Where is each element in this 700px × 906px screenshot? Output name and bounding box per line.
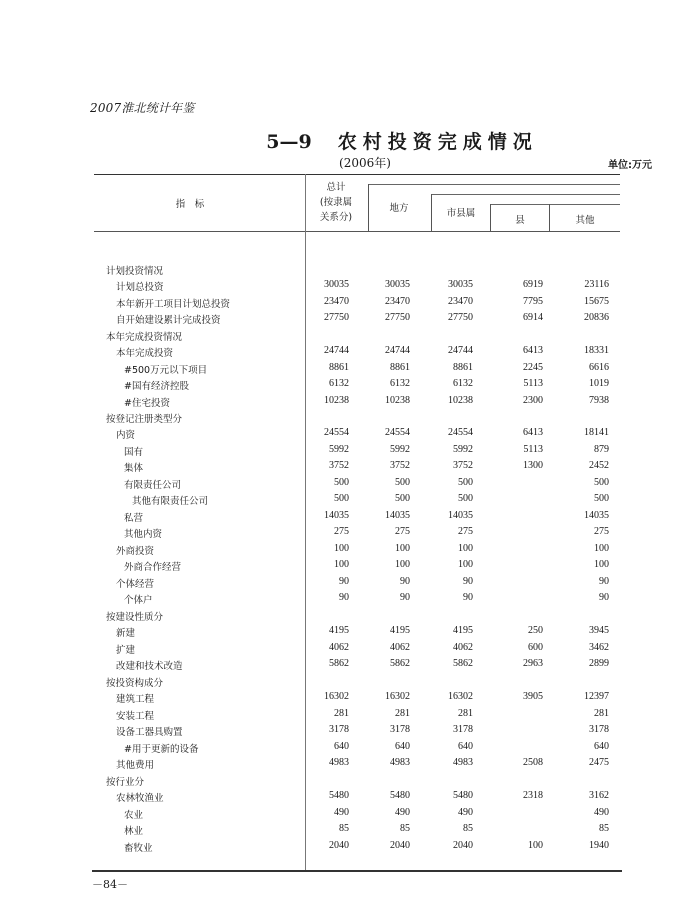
cell-county: 2300: [523, 395, 543, 406]
cell-local: 30035: [385, 279, 410, 290]
table-row: [0, 559, 700, 575]
table-row: [0, 757, 700, 773]
header-line-local: [368, 184, 620, 185]
table-row: [0, 460, 700, 476]
cell-city-county: 4195: [453, 625, 473, 636]
header-other: 其他: [575, 215, 595, 226]
table-row: [0, 312, 700, 328]
row-label: 林业: [124, 826, 144, 837]
cell-other: 275: [594, 526, 609, 537]
row-label: 个体户: [124, 595, 153, 606]
cell-total: 5992: [329, 444, 349, 455]
cell-other: 3162: [589, 790, 609, 801]
cell-local: 500: [395, 477, 410, 488]
cell-city-county: 500: [458, 493, 473, 504]
cell-other: 12397: [584, 691, 609, 702]
cell-city-county: 16302: [448, 691, 473, 702]
cell-other: 500: [594, 493, 609, 504]
row-label: 农林牧渔业: [116, 793, 164, 804]
cell-total: 275: [334, 526, 349, 537]
cell-county: 2508: [523, 757, 543, 768]
cell-total: 85: [339, 823, 349, 834]
table-row: [0, 395, 700, 411]
row-label: 按登记注册类型分: [106, 414, 183, 425]
cell-local: 5862: [390, 658, 410, 669]
cell-local: 27750: [385, 312, 410, 323]
cell-total: 2040: [329, 840, 349, 851]
table-title-text: 农村投资完成情况: [337, 131, 538, 153]
row-label: 按行业分: [106, 777, 145, 788]
header-total-line1: 总计: [326, 182, 346, 193]
cell-local: 16302: [385, 691, 410, 702]
cell-total: 16302: [324, 691, 349, 702]
cell-total: 90: [339, 576, 349, 587]
cell-city-county: 490: [458, 807, 473, 818]
cell-other: 2452: [589, 460, 609, 471]
table-row: [0, 345, 700, 361]
cell-other: 20836: [584, 312, 609, 323]
unit-label: 单位:万元: [608, 160, 652, 171]
row-label: 计划总投资: [116, 282, 164, 293]
cell-local: 85: [400, 823, 410, 834]
section-header-row: [0, 411, 700, 427]
cell-other: 281: [594, 708, 609, 719]
table-row: [0, 807, 700, 823]
bottom-rule: [92, 870, 622, 872]
table-row: [0, 840, 700, 856]
table-row: [0, 741, 700, 757]
cell-local: 8861: [390, 362, 410, 373]
cell-county: 2318: [523, 790, 543, 801]
cell-local: 23470: [385, 296, 410, 307]
cell-other: 100: [594, 543, 609, 554]
cell-city-county: 5992: [453, 444, 473, 455]
cell-city-county: 4062: [453, 642, 473, 653]
cell-total: 27750: [324, 312, 349, 323]
cell-other: 90: [599, 592, 609, 603]
row-label: 设备工器具购置: [116, 727, 183, 738]
table-row: [0, 510, 700, 526]
cell-other: 23116: [584, 279, 609, 290]
cell-city-county: 2040: [453, 840, 473, 851]
cell-county: 1300: [523, 460, 543, 471]
cell-local: 24744: [385, 345, 410, 356]
row-label: 个体经营: [116, 579, 155, 590]
cell-city-county: 5862: [453, 658, 473, 669]
cell-county: 5113: [523, 378, 543, 389]
row-label: 其他内资: [124, 529, 163, 540]
header-total-line2: (按隶属: [319, 197, 353, 208]
header-line-county: [490, 204, 620, 205]
cell-total: 500: [334, 493, 349, 504]
cell-local: 500: [395, 493, 410, 504]
row-label: 国有: [124, 447, 144, 458]
header-indicator: 指 标: [175, 199, 205, 210]
table-number: 5—9: [266, 131, 312, 153]
section-header-row: [0, 774, 700, 790]
row-label: 新建: [116, 628, 136, 639]
cell-county: 250: [528, 625, 543, 636]
row-label: 改建和技术改造: [116, 661, 183, 672]
cell-other: 1019: [589, 378, 609, 389]
section-header-row: [0, 609, 700, 625]
cell-other: 18141: [584, 427, 609, 438]
table-title: [0, 127, 700, 154]
row-label: 本年完成投资: [116, 348, 174, 359]
cell-local: 281: [395, 708, 410, 719]
cell-other: 2899: [589, 658, 609, 669]
cell-city-county: 14035: [448, 510, 473, 521]
cell-city-county: 27750: [448, 312, 473, 323]
table-row: [0, 691, 700, 707]
cell-total: 5480: [329, 790, 349, 801]
table-row: [0, 493, 700, 509]
cell-city-county: 90: [463, 576, 473, 587]
row-label: 自开始建设累计完成投资: [116, 315, 221, 326]
cell-city-county: 23470: [448, 296, 473, 307]
header-line-city: [431, 194, 620, 195]
cell-local: 4983: [390, 757, 410, 768]
page-number: －84－: [92, 878, 128, 891]
cell-total: 640: [334, 741, 349, 752]
table-subtitle: (2006年): [339, 156, 391, 170]
cell-other: 3462: [589, 642, 609, 653]
header-total: [306, 180, 366, 225]
cell-other: 15675: [584, 296, 609, 307]
cell-total: 30035: [324, 279, 349, 290]
table-row: [0, 592, 700, 608]
cell-local: 3752: [390, 460, 410, 471]
cell-local: 6132: [390, 378, 410, 389]
cell-county: 2245: [523, 362, 543, 373]
cell-city-county: 281: [458, 708, 473, 719]
row-label: 安装工程: [116, 711, 155, 722]
row-label: 其他有限责任公司: [132, 496, 209, 507]
section-header-row: [0, 329, 700, 345]
cell-local: 4195: [390, 625, 410, 636]
cell-total: 10238: [324, 395, 349, 406]
table-row: [0, 378, 700, 394]
table-row: [0, 296, 700, 312]
cell-total: 23470: [324, 296, 349, 307]
cell-other: 7938: [589, 395, 609, 406]
cell-total: 4062: [329, 642, 349, 653]
cell-total: 90: [339, 592, 349, 603]
cell-other: 18331: [584, 345, 609, 356]
table-row: [0, 526, 700, 542]
cell-city-county: 100: [458, 543, 473, 554]
cell-city-county: 4983: [453, 757, 473, 768]
cell-other: 879: [594, 444, 609, 455]
cell-county: 6413: [523, 427, 543, 438]
cell-local: 5992: [390, 444, 410, 455]
cell-other: 14035: [584, 510, 609, 521]
cell-total: 3178: [329, 724, 349, 735]
cell-city-county: 640: [458, 741, 473, 752]
header-bottom-rule: [94, 231, 620, 232]
header-local: 地方: [389, 203, 409, 214]
row-label: 私营: [124, 513, 144, 524]
cell-local: 100: [395, 543, 410, 554]
cell-city-county: 3752: [453, 460, 473, 471]
row-label: 有限责任公司: [124, 480, 182, 491]
cell-city-county: 24554: [448, 427, 473, 438]
cell-other: 6616: [589, 362, 609, 373]
cell-local: 275: [395, 526, 410, 537]
row-label: #住宅投资: [124, 398, 170, 409]
cell-county: 5113: [523, 444, 543, 455]
row-label: #500万元以下项目: [124, 365, 208, 376]
cell-total: 100: [334, 543, 349, 554]
cell-local: 2040: [390, 840, 410, 851]
cell-total: 8861: [329, 362, 349, 373]
header-county: 县: [515, 215, 525, 226]
row-label: 按建设性质分: [106, 612, 164, 623]
row-label: 内资: [116, 430, 136, 441]
cell-total: 24744: [324, 345, 349, 356]
cell-other: 500: [594, 477, 609, 488]
cell-local: 24554: [385, 427, 410, 438]
table-row: [0, 823, 700, 839]
cell-total: 5862: [329, 658, 349, 669]
cell-local: 100: [395, 559, 410, 570]
table-row: [0, 658, 700, 674]
cell-other: 3178: [589, 724, 609, 735]
table-row: [0, 279, 700, 295]
table-row: [0, 362, 700, 378]
cell-total: 100: [334, 559, 349, 570]
cell-city-county: 6132: [453, 378, 473, 389]
cell-city-county: 3178: [453, 724, 473, 735]
cell-local: 90: [400, 592, 410, 603]
cell-total: 3752: [329, 460, 349, 471]
table-row: [0, 576, 700, 592]
cell-other: 490: [594, 807, 609, 818]
cell-local: 14035: [385, 510, 410, 521]
row-label: 其他费用: [116, 760, 155, 771]
row-label: 外商合作经营: [124, 562, 182, 573]
row-label: 本年完成投资情况: [106, 332, 183, 343]
cell-total: 4983: [329, 757, 349, 768]
cell-city-county: 5480: [453, 790, 473, 801]
cell-county: 100: [528, 840, 543, 851]
cell-city-county: 8861: [453, 362, 473, 373]
cell-city-county: 85: [463, 823, 473, 834]
header-total-line3: 关系分): [319, 212, 353, 223]
row-label: #用于更新的设备: [124, 744, 199, 755]
cell-city-county: 10238: [448, 395, 473, 406]
top-rule: [94, 174, 620, 175]
row-label: 本年新开工项目计划总投资: [116, 299, 231, 310]
table-row: [0, 790, 700, 806]
table-row: [0, 708, 700, 724]
table-row: [0, 427, 700, 443]
row-label: 集体: [124, 463, 144, 474]
cell-local: 10238: [385, 395, 410, 406]
row-label: 农业: [124, 810, 144, 821]
row-label: 按投资构成分: [106, 678, 164, 689]
table-row: [0, 477, 700, 493]
cell-county: 2963: [523, 658, 543, 669]
cell-county: 7795: [523, 296, 543, 307]
cell-other: 3945: [589, 625, 609, 636]
cell-county: 600: [528, 642, 543, 653]
cell-other: 2475: [589, 757, 609, 768]
cell-local: 3178: [390, 724, 410, 735]
section-header-row: [0, 675, 700, 691]
header-city-county: 市县属: [446, 208, 476, 219]
row-label: #国有经济控股: [124, 381, 189, 392]
cell-county: 3905: [523, 691, 543, 702]
table-row: [0, 724, 700, 740]
section-header-row: [0, 263, 700, 279]
cell-other: 85: [599, 823, 609, 834]
table-row: [0, 642, 700, 658]
cell-county: 6413: [523, 345, 543, 356]
cell-city-county: 100: [458, 559, 473, 570]
running-head: 2007淮北统计年鉴: [90, 101, 195, 115]
cell-local: 4062: [390, 642, 410, 653]
cell-total: 4195: [329, 625, 349, 636]
cell-other: 1940: [589, 840, 609, 851]
cell-city-county: 90: [463, 592, 473, 603]
cell-city-county: 30035: [448, 279, 473, 290]
row-label: 建筑工程: [116, 694, 155, 705]
cell-local: 490: [395, 807, 410, 818]
cell-other: 90: [599, 576, 609, 587]
row-label: 外商投资: [116, 546, 155, 557]
cell-county: 6914: [523, 312, 543, 323]
table-row: [0, 444, 700, 460]
cell-total: 24554: [324, 427, 349, 438]
cell-total: 281: [334, 708, 349, 719]
cell-local: 90: [400, 576, 410, 587]
cell-total: 6132: [329, 378, 349, 389]
cell-local: 5480: [390, 790, 410, 801]
cell-city-county: 24744: [448, 345, 473, 356]
cell-other: 100: [594, 559, 609, 570]
row-label: 计划投资情况: [106, 266, 164, 277]
table-row: [0, 543, 700, 559]
cell-other: 640: [594, 741, 609, 752]
row-label: 畜牧业: [124, 843, 153, 854]
cell-county: 6919: [523, 279, 543, 290]
table-row: [0, 625, 700, 641]
cell-local: 640: [395, 741, 410, 752]
cell-total: 14035: [324, 510, 349, 521]
row-label: 扩建: [116, 645, 136, 656]
cell-city-county: 275: [458, 526, 473, 537]
cell-total: 500: [334, 477, 349, 488]
cell-total: 490: [334, 807, 349, 818]
cell-city-county: 500: [458, 477, 473, 488]
